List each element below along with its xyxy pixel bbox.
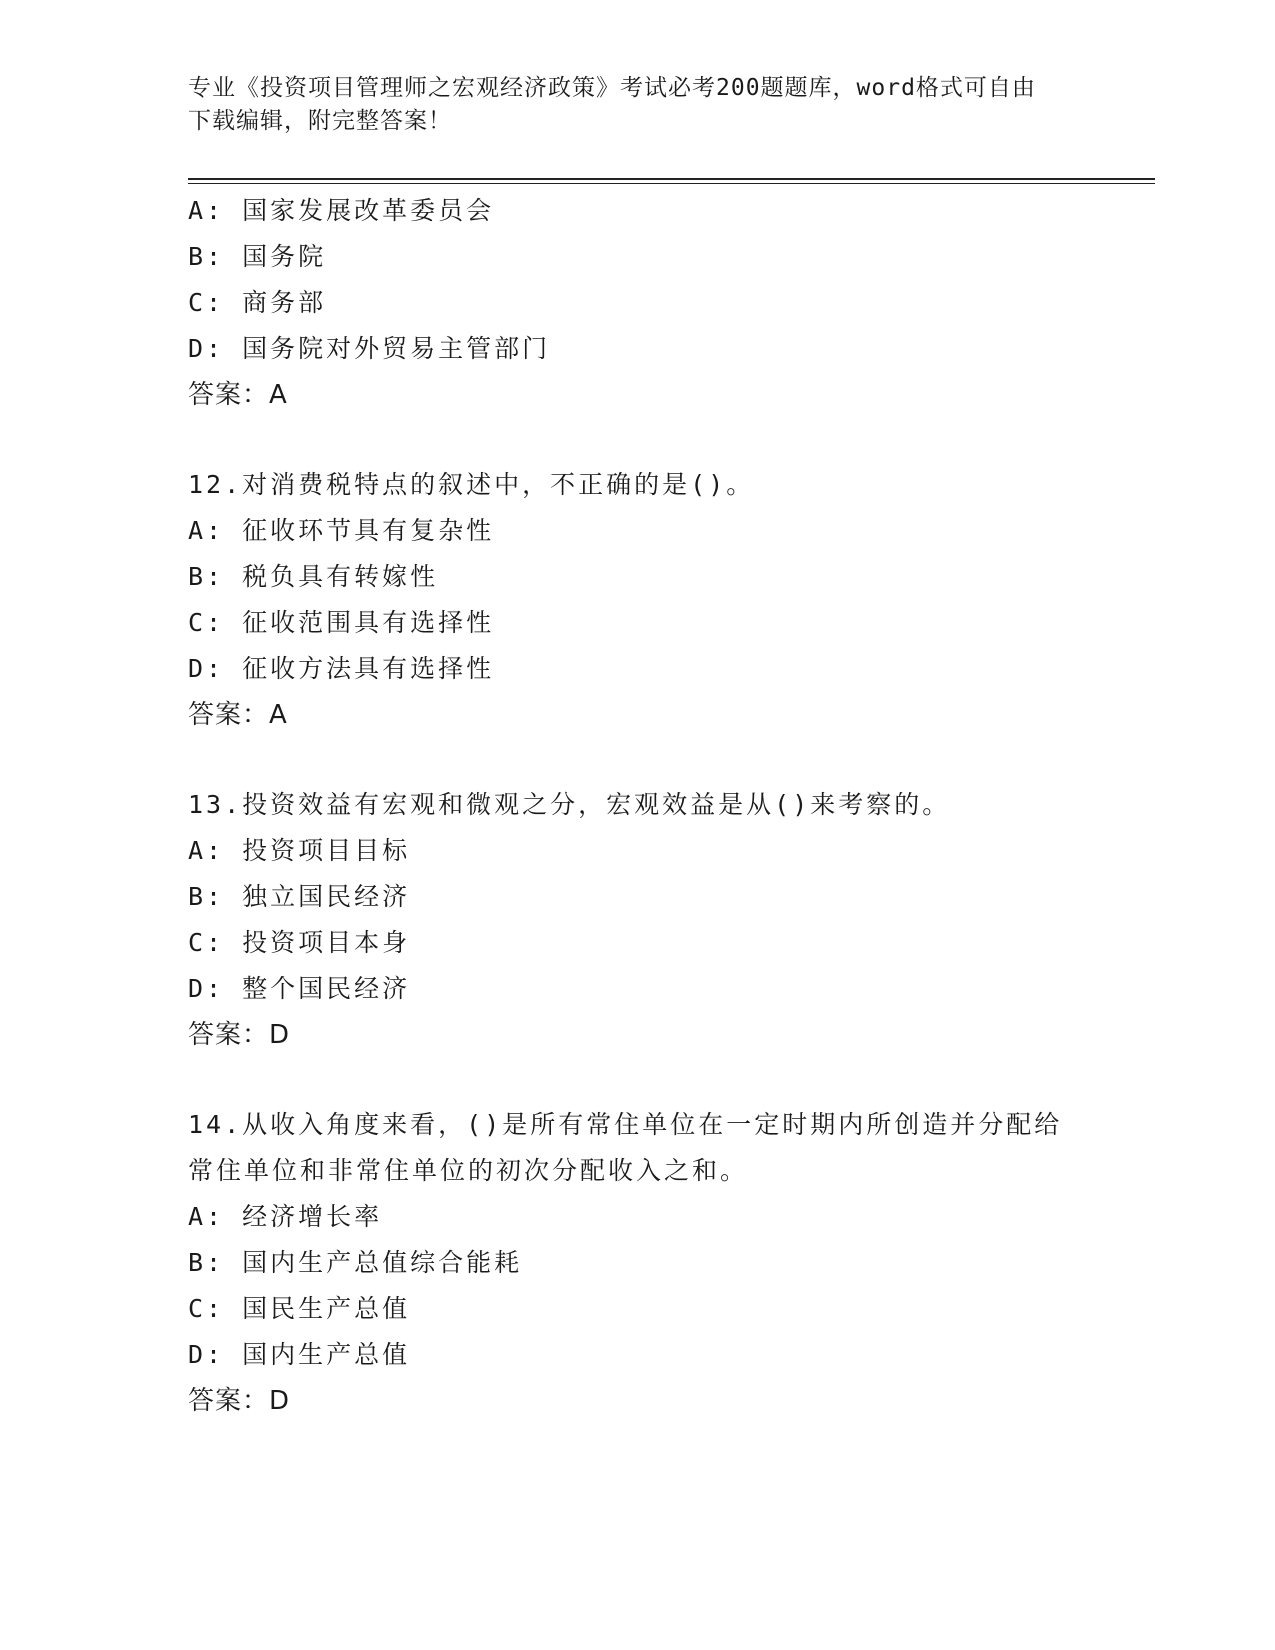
question-stem-line-2: 常住单位和非常住单位的初次分配收入之和。 (188, 1156, 749, 1185)
option-b: B: 独立国民经济 (188, 882, 411, 911)
answer-line: 答案：A (188, 380, 288, 410)
question-13 (188, 782, 1088, 1058)
question-14 (188, 1102, 1088, 1424)
header-divider-thick (188, 178, 1155, 180)
document-header (188, 72, 1088, 138)
option-c: C: 投资项目本身 (188, 928, 411, 957)
option-c: C: 国民生产总值 (188, 1294, 411, 1323)
answer-line: 答案：D (188, 1020, 291, 1050)
question-11 (188, 188, 1088, 418)
option-a: A: 投资项目目标 (188, 836, 411, 865)
answer-line: 答案：D (188, 1386, 291, 1416)
question-stem-line-1: 14.从收入角度来看，()是所有常住单位在一定时期内所创造并分配给 (188, 1110, 1063, 1139)
option-d: D: 征收方法具有选择性 (188, 654, 495, 683)
option-b: B: 国务院 (188, 242, 327, 271)
question-12 (188, 462, 1088, 738)
header-divider-thin (188, 183, 1155, 184)
question-list (188, 188, 1088, 1424)
option-a: A: 国家发展改革委员会 (188, 196, 495, 225)
option-b: B: 税负具有转嫁性 (188, 562, 439, 591)
question-stem: 13.投资效益有宏观和微观之分，宏观效益是从()来考察的。 (188, 790, 951, 819)
option-a: A: 经济增长率 (188, 1202, 383, 1231)
option-a: A: 征收环节具有复杂性 (188, 516, 495, 545)
option-d: D: 整个国民经济 (188, 974, 411, 1003)
header-line-1: 专业《投资项目管理师之宏观经济政策》考试必考200题题库，word格式可自由 (188, 75, 1036, 101)
option-d: D: 国内生产总值 (188, 1340, 411, 1369)
option-c: C: 商务部 (188, 288, 327, 317)
question-stem: 12.对消费税特点的叙述中，不正确的是()。 (188, 470, 755, 499)
option-d: D: 国务院对外贸易主管部门 (188, 334, 551, 363)
answer-line: 答案：A (188, 700, 288, 730)
header-line-2: 下载编辑，附完整答案！ (188, 108, 452, 134)
option-b: B: 国内生产总值综合能耗 (188, 1248, 523, 1277)
option-c: C: 征收范围具有选择性 (188, 608, 495, 637)
